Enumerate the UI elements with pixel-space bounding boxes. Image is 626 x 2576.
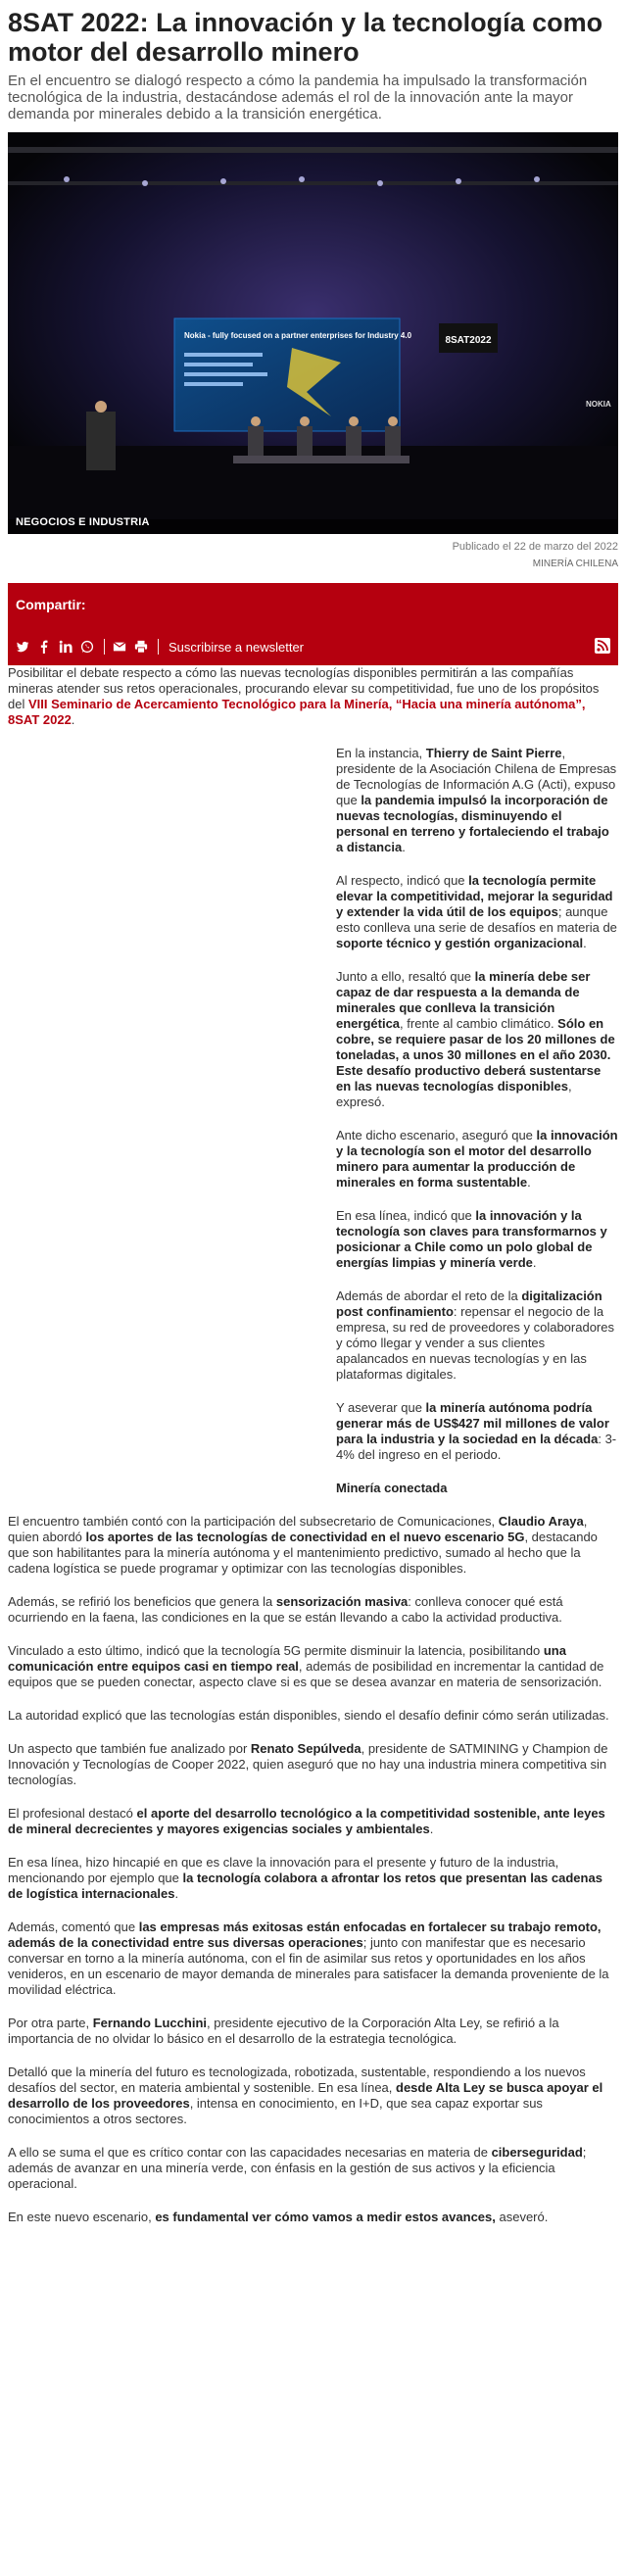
share-label: Compartir:: [16, 597, 86, 612]
facebook-icon[interactable]: [37, 640, 51, 654]
body-paragraph-1: El encuentro también contó con la participación del subsecretario de Comunicaciones, Claudio Araya, quien abordó los aportes de las tecnologías de conectividad en el nuevo escenario 5G, destacando que son habilitantes para la minería autónoma y el mantenimiento predictivo, sumado al hecho que la cadena logística se puede programar y optimizar con las tecnologías disponibles.: [8, 1514, 598, 1576]
article-title: 8SAT 2022: La innovación y la tecnología como motor del desarrollo minero: [8, 8, 603, 67]
source-label: MINERÍA CHILENA: [532, 559, 618, 569]
share-bar: [8, 583, 618, 665]
email-icon[interactable]: [113, 640, 126, 654]
column-paragraph-4: Ante dicho escenario, aseguró que la innovación y la tecnología son el motor del desarrollo minero para aumentar la producción de minerales en forma sustentable.: [336, 1128, 618, 1190]
print-icon[interactable]: [134, 640, 148, 654]
whatsapp-icon[interactable]: [80, 640, 94, 654]
column-paragraph-1: En la instancia, Thierry de Saint Pierre, presidente de la Asociación Chilena de Empresas de Tecnologías de Información A.G (Acti), expuso que la pandemia impulsó la incorporación de nuevas tecnologías, disminuyendo el personal en terreno y fortaleciendo el trabajo a distancia.: [336, 746, 617, 854]
body-paragraph-7: En esa línea, hizo hincapié en que es clave la innovación para el presente y futuro de la industria, mencionando por ejemplo que la tecnología colabora a afrontar los retos que presentan las cadenas de logística internacionales.: [8, 1855, 602, 1901]
column-paragraph-7: Y aseverar que la minería autónoma podría generar más de US$427 mil millones de valor para la industria y la sociedad en la década: 3-4% del ingreso en el periodo.: [336, 1400, 617, 1462]
share-divider: [104, 639, 105, 655]
seminar-link[interactable]: VIII Seminario de Acercamiento Tecnológico para la Minería, “Hacia una minería autónoma”, 8SAT 2022: [8, 697, 586, 727]
body-paragraph-6: El profesional destacó el aporte del desarrollo tecnológico a la competitividad sostenible, ante leyes de mineral decrecientes y mayores exigencias sociales y ambientales.: [8, 1806, 605, 1836]
newsletter-link[interactable]: Suscribirse a newsletter: [169, 639, 304, 655]
rss-icon[interactable]: [595, 638, 610, 654]
quote-column: [336, 746, 618, 1496]
column-paragraph-5: En esa línea, indicó que la innovación y la tecnología son claves para transformarnos y posicionar a Chile como un polo global de energías limpias y minería verde.: [336, 1208, 607, 1270]
twitter-icon[interactable]: [16, 640, 29, 654]
article-meta: [8, 538, 618, 573]
section-subheading: Minería conectada: [336, 1481, 448, 1495]
hero-image: [8, 132, 618, 534]
intro-paragraph: Posibilitar el debate respecto a cómo las nuevas tecnologías disponibles permitirán a las compañías mineras atender sus retos operacionales, procurando elevar su competitividad, fue uno de los propósitos del VIII Seminario de Acercamiento Tecnológico para la Minería, “Hacia una minería autónoma”, 8SAT 2022.: [8, 665, 600, 727]
linkedin-icon[interactable]: [59, 640, 72, 654]
event-stage-photo: [8, 132, 618, 534]
body-paragraph-12: En este nuevo escenario, es fundamental ver cómo vamos a medir estos avances, aseveró.: [8, 2210, 549, 2224]
share-buttons: [16, 638, 610, 656]
body-paragraph-10: Detalló que la minería del futuro es tecnologizada, robotizada, sustentable, respondiendo a los nuevos desafíos del sector, en materia ambiental y sostenible. En esa línea, desde Alta Ley se busca apoyar el desarrollo de los proveedores, intensa en conocimiento, en I+D, que sea capaz exportar sus conocimientos a otros sectores.: [8, 2065, 603, 2126]
publish-date: Publicado el 22 de marzo del 2022: [452, 541, 618, 553]
event-logo: 8SAT2022: [445, 335, 492, 346]
share-divider-2: [158, 639, 159, 655]
article-lead: En el encuentro se dialogó respecto a cómo la pandemia ha impulsado la transformación tecnológica de la industria, destacándose además el rol de la innovación ante la mayor demanda por minerales debido a la transición energética.: [8, 73, 588, 122]
body-paragraph-5: Un aspecto que también fue analizado por Renato Sepúlveda, presidente de SATMINING y Champion de Innovación y Tecnologías de Cooper 2022, quien aseguró que no hay una industria minera competitiva sin tecnologías.: [8, 1741, 608, 1787]
body-paragraph-4: La autoridad explicó que las tecnologías están disponibles, siendo el desafío definir cómo serán utilizadas.: [8, 1708, 609, 1723]
screen-title: Nokia - fully focused on a partner enterprises for Industry 4.0: [184, 331, 412, 340]
column-paragraph-2: Al respecto, indicó que la tecnología permite elevar la competitividad, mejorar la seguridad y extender la vida útil de los equipos; aunque esto conlleva una serie de desafíos en materia de soporte técnico y gestión organizacional.: [336, 873, 617, 950]
body-paragraph-8: Además, comentó que las empresas más exitosas están enfocadas en fortalecer su trabajo remoto, además de la conectividad entre sus diversas operaciones; junto con manifestar que es necesario conversar en torno a la minería autónoma, con el fin de asimilar sus retos y oportunidades en los años venideros, en un escenario de mayor demanda de minerales para satisfacer la demanda proveniente de la movilidad eléctrica.: [8, 1920, 609, 1997]
column-paragraph-6: Además de abordar el reto de la digitalización post confinamiento: repensar el negocio de la empresa, su red de proveedores y colaboradores y cómo llegar y vender a sus clientes apalancados en nuevas tecnologías y en las plataformas digitales.: [336, 1288, 614, 1382]
category-tag: NEGOCIOS E INDUSTRIA: [16, 516, 150, 528]
stage-brand: NOKIA: [586, 400, 611, 409]
column-paragraph-3: Junto a ello, resaltó que la minería debe ser capaz de dar respuesta a la demanda de minerales que conlleva la transición energética, frente al cambio climático. Sólo en cobre, se requiere pasar de los 20 millones de toneladas, a unos 30 millones en el año 2030. Este desafío productivo deberá sustentarse en las nuevas tecnologías disponibles, expresó.: [336, 969, 615, 1109]
body-paragraph-3: Vinculado a esto último, indicó que la tecnología 5G permite disminuir la latencia, posibilitando una comunicación entre equipos casi en tiempo real, además de posibilidad en incrementar la cantidad de equipos que se pueden conectar, aspecto clave si es que se desea avanzar en materia de sensorización.: [8, 1643, 604, 1689]
body-paragraph-9: Por otra parte, Fernando Lucchini, presidente ejecutivo de la Corporación Alta Ley, se refirió a la importancia de no olvidar lo básico en el desarrollo de la estrategia tecnológica.: [8, 2016, 559, 2046]
body-paragraph-11: A ello se suma el que es crítico contar con las capacidades necesarias en materia de ciberseguridad; además de avanzar en una minería verde, con énfasis en la gestión de sus activos y la eficiencia operacional.: [8, 2145, 587, 2191]
body-paragraph-2: Además, se refirió los beneficios que genera la sensorización masiva: conlleva conocer qué está ocurriendo en la faena, las condiciones en la que se están llevando a cabo la actividad productiva.: [8, 1594, 563, 1625]
